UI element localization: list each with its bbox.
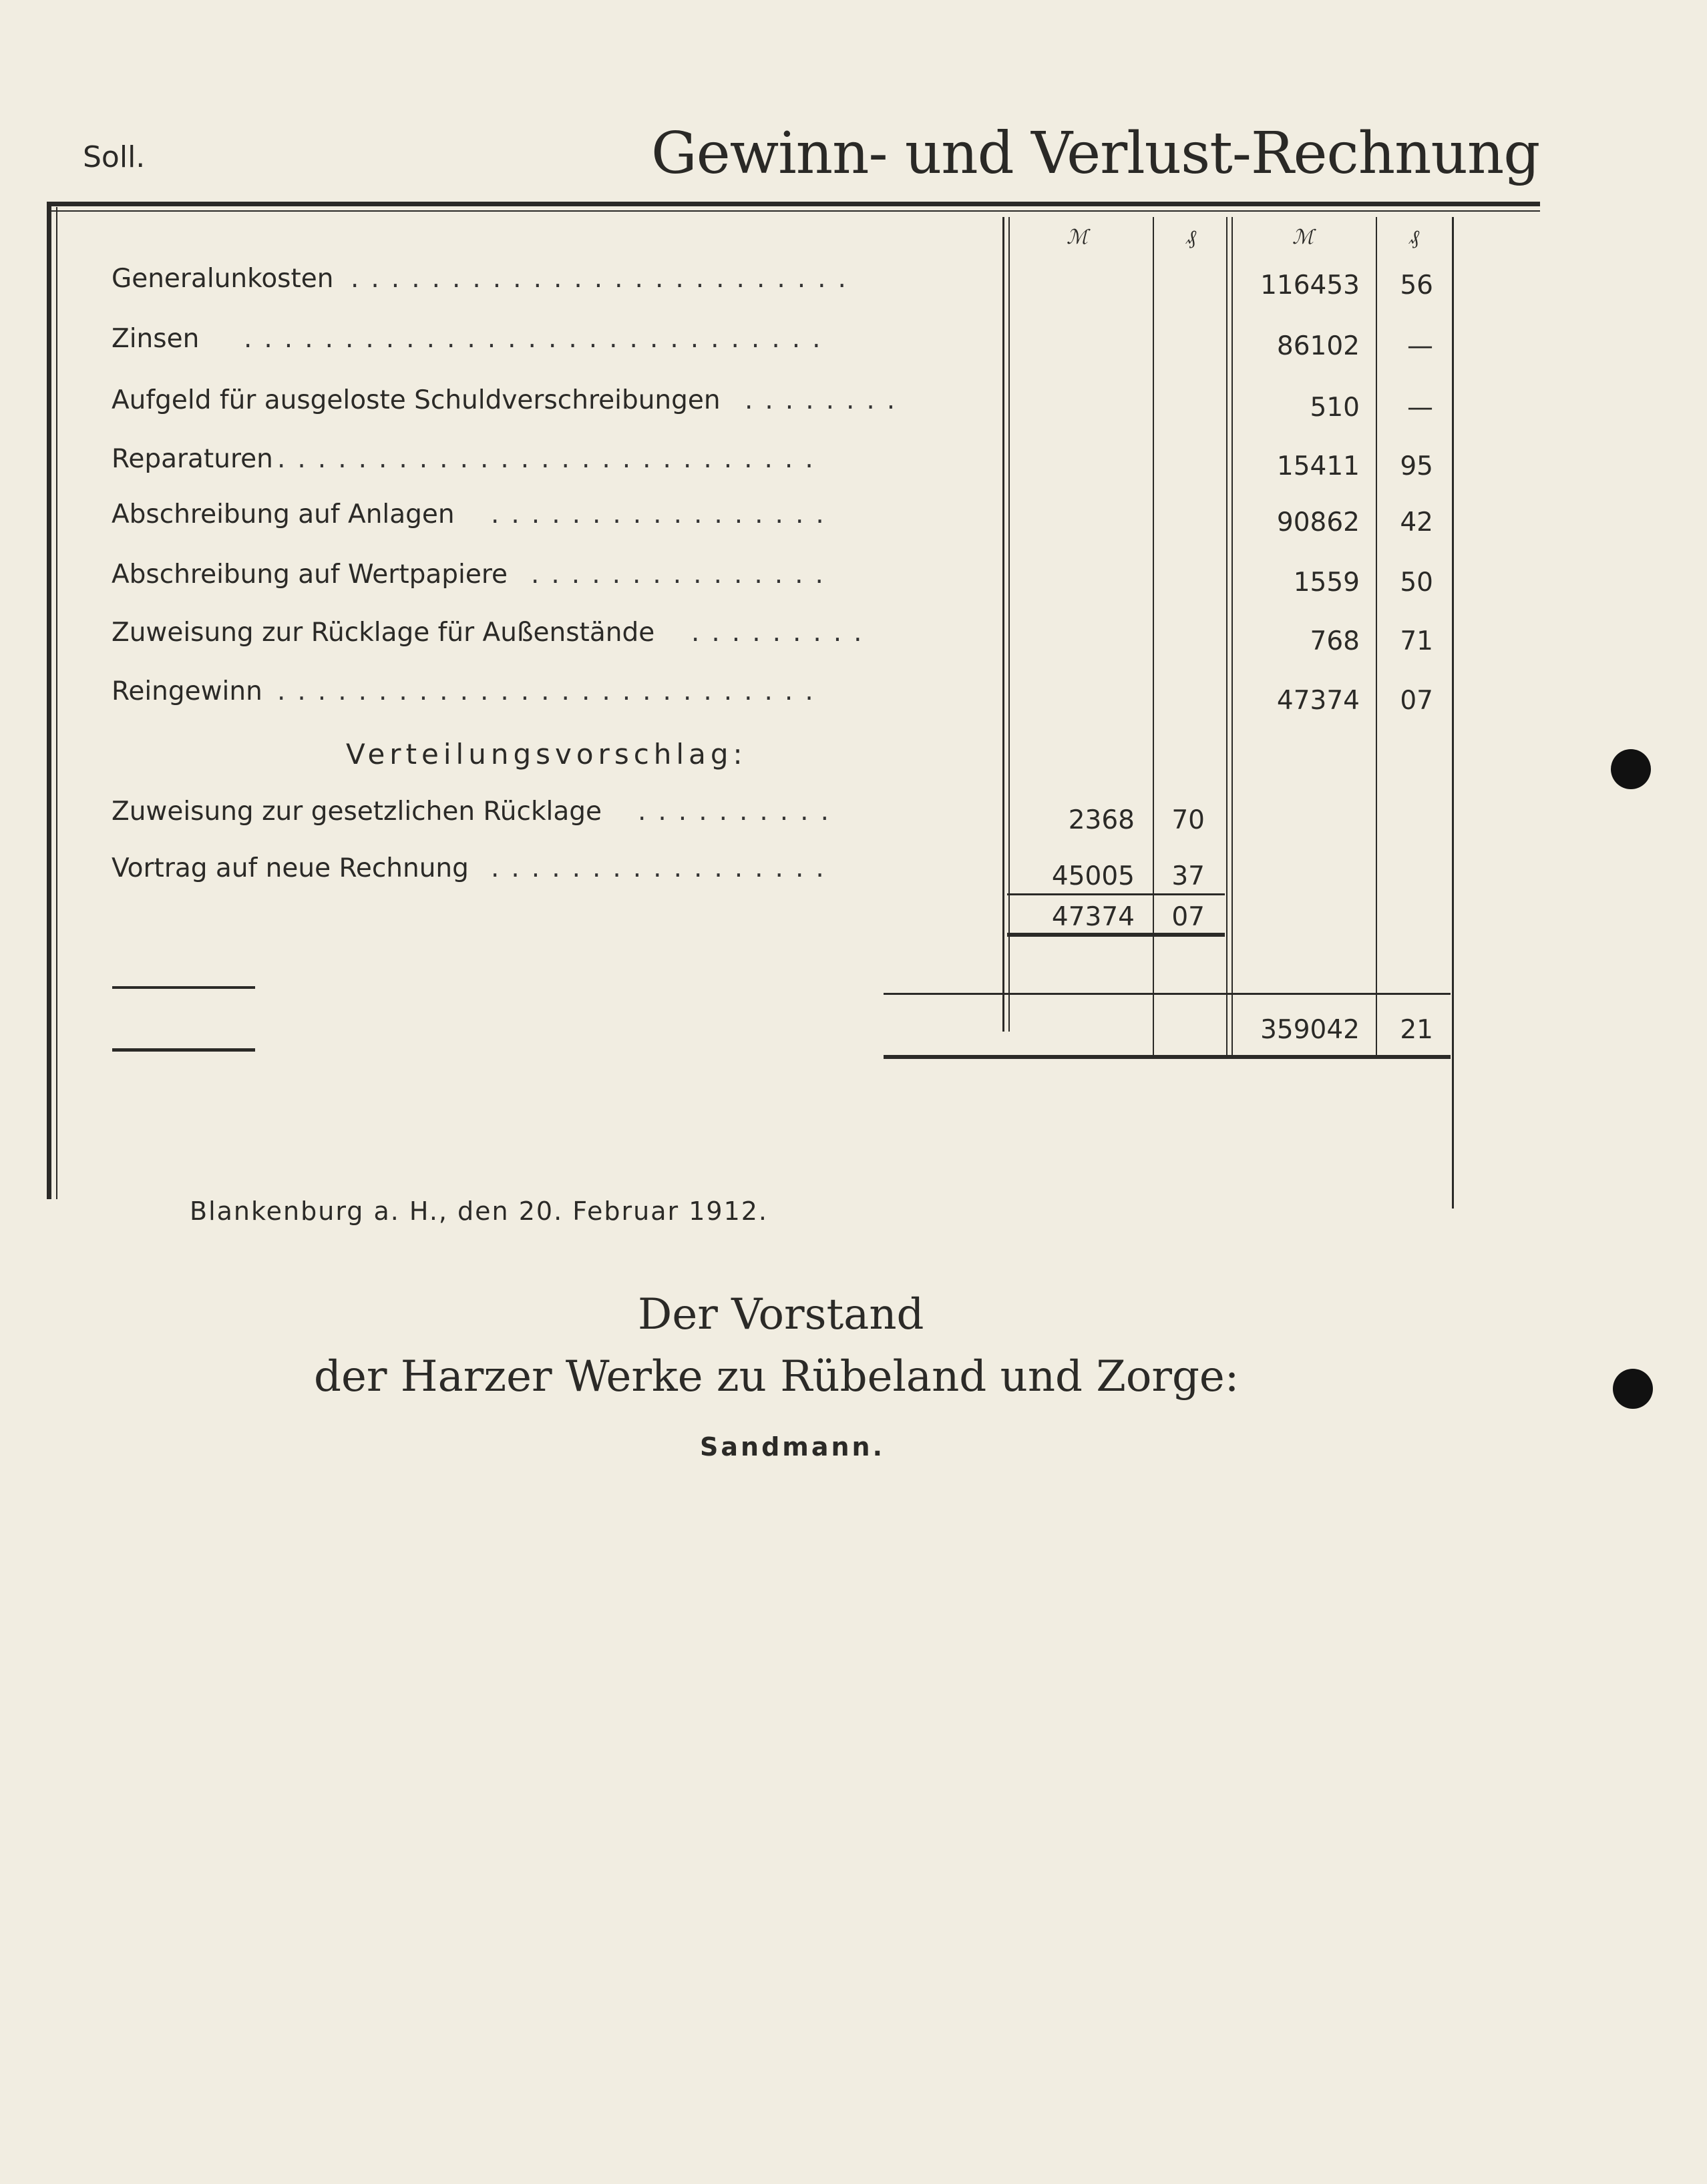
row-label: Zinsen bbox=[112, 324, 200, 354]
row-label: Generalunkosten bbox=[112, 264, 334, 294]
col-divider bbox=[1153, 217, 1154, 1058]
row-label: Reparaturen bbox=[112, 444, 273, 474]
col-divider bbox=[1008, 217, 1010, 1032]
table-top-rule-thin bbox=[47, 210, 1540, 212]
leader-dots: ......... bbox=[691, 618, 874, 648]
distribution-label: Zuweisung zur gesetzlichen Rücklage bbox=[112, 797, 602, 827]
leader-dots: ........................... bbox=[277, 676, 825, 706]
leader-dots: ................. bbox=[491, 499, 836, 529]
row-pfennig: 71 bbox=[1400, 626, 1433, 656]
total-double-rule bbox=[884, 1055, 1451, 1059]
total-pfennig: 21 bbox=[1400, 1015, 1433, 1045]
mark-header-2: ℳ bbox=[1292, 226, 1314, 249]
distribution-mark: 2368 bbox=[1068, 805, 1135, 835]
table-top-rule bbox=[47, 202, 1540, 206]
distribution-pfennig: 70 bbox=[1171, 805, 1205, 835]
mark-header-1: ℳ bbox=[1067, 226, 1089, 249]
col-divider bbox=[1231, 217, 1233, 1058]
subtotal-rule bbox=[1007, 893, 1225, 895]
distribution-label: Vortrag auf neue Rechnung bbox=[112, 853, 469, 883]
row-mark: 116453 bbox=[1260, 270, 1360, 300]
leader-dots: ........................... bbox=[277, 444, 825, 474]
table-right-border bbox=[1452, 217, 1454, 1209]
company-name: der Harzer Werke zu Rübeland und Zorge: bbox=[314, 1352, 1240, 1401]
col-divider bbox=[1002, 217, 1004, 1032]
subtotal-mark: 47374 bbox=[1051, 902, 1135, 932]
board-title: Der Vorstand bbox=[638, 1290, 924, 1339]
row-mark: 47374 bbox=[1276, 686, 1360, 716]
row-pfennig: 50 bbox=[1400, 568, 1433, 598]
row-pfennig: — bbox=[1407, 393, 1433, 423]
row-mark: 15411 bbox=[1276, 451, 1360, 481]
leader-dots: ................. bbox=[491, 853, 836, 883]
row-mark: 86102 bbox=[1276, 331, 1360, 361]
row-mark: 768 bbox=[1310, 626, 1360, 656]
table-left-border-thin bbox=[56, 207, 57, 1199]
punch-hole bbox=[1611, 749, 1651, 789]
distribution-heading: Verteilungsvorschlag: bbox=[346, 738, 747, 771]
punch-hole bbox=[1613, 1369, 1653, 1409]
row-pfennig: 42 bbox=[1400, 507, 1433, 537]
leader-dots: .......... bbox=[638, 797, 841, 827]
col-divider bbox=[1226, 217, 1227, 1058]
signature: Sandmann. bbox=[700, 1432, 886, 1462]
pfennig-header-2: ₰ bbox=[1409, 226, 1419, 249]
row-mark: 90862 bbox=[1276, 507, 1360, 537]
row-pfennig: — bbox=[1407, 331, 1433, 361]
row-mark: 510 bbox=[1310, 393, 1360, 423]
distribution-pfennig: 37 bbox=[1171, 861, 1205, 891]
leader-dots: ......................... bbox=[351, 264, 858, 294]
row-label: Zuweisung zur Rücklage für Außenstände bbox=[112, 618, 655, 648]
place-date: Blankenburg a. H., den 20. Februar 1912. bbox=[190, 1196, 768, 1226]
col-divider bbox=[1376, 217, 1377, 1058]
row-label: Reingewinn bbox=[112, 676, 262, 706]
leader-dots: ............... bbox=[531, 560, 835, 590]
left-blank-rule bbox=[112, 1048, 255, 1052]
page-title: Gewinn- und Verlust-Rechnung bbox=[651, 120, 1540, 187]
pfennig-header-1: ₰ bbox=[1186, 226, 1196, 249]
left-blank-rule bbox=[112, 986, 255, 989]
row-pfennig: 95 bbox=[1400, 451, 1433, 481]
distribution-mark: 45005 bbox=[1051, 861, 1135, 891]
leader-dots: ........ bbox=[745, 385, 908, 415]
table-left-border bbox=[47, 202, 51, 1199]
row-label: Abschreibung auf Anlagen bbox=[112, 499, 455, 529]
soll-label: Soll. bbox=[83, 140, 146, 174]
subtotal-pfennig: 07 bbox=[1171, 902, 1205, 932]
total-mark: 359042 bbox=[1260, 1015, 1360, 1045]
row-mark: 1559 bbox=[1293, 568, 1360, 598]
subtotal-double-rule bbox=[1007, 933, 1225, 937]
row-pfennig: 07 bbox=[1400, 686, 1433, 716]
row-label: Abschreibung auf Wertpapiere bbox=[112, 560, 508, 590]
row-label: Aufgeld für ausgeloste Schuldverschreibungen bbox=[112, 385, 721, 415]
total-top-rule bbox=[884, 993, 1451, 995]
leader-dots: ............................. bbox=[244, 324, 833, 354]
row-pfennig: 56 bbox=[1400, 270, 1433, 300]
